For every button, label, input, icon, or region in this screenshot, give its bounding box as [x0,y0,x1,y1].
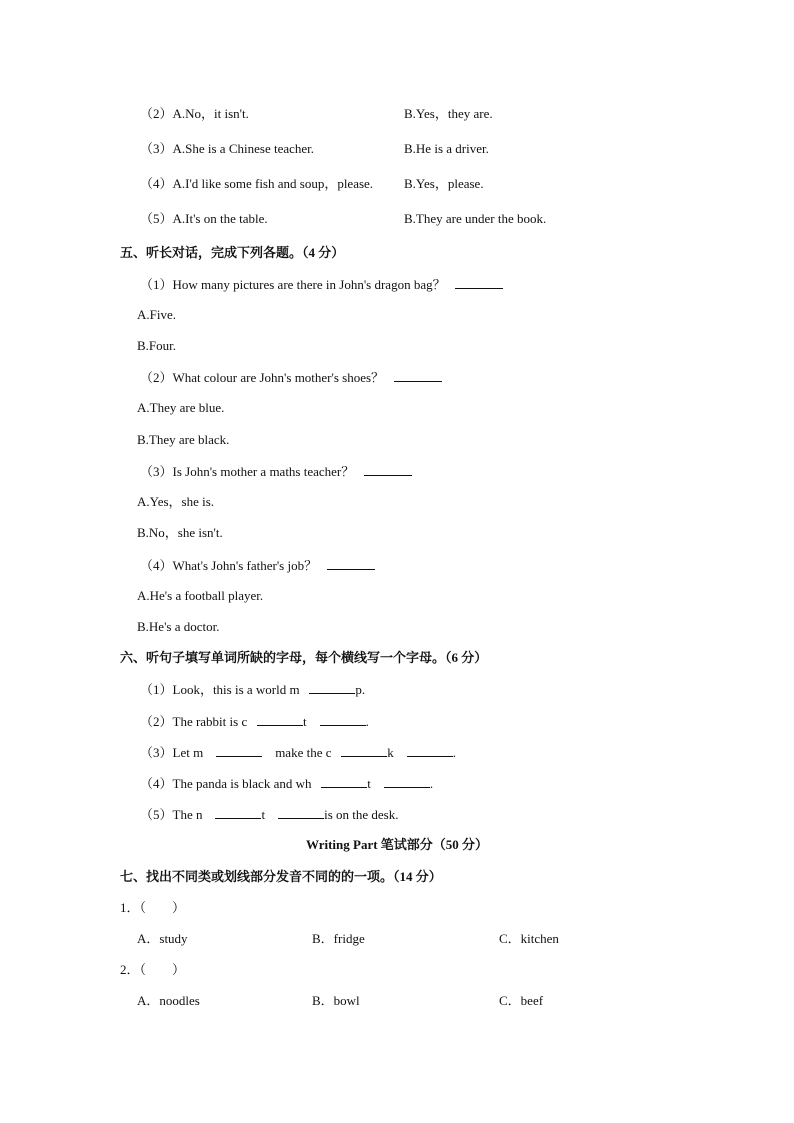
s5-q1-option-a: A.Five. [137,307,176,322]
s6-s3-text: （3）Let m [140,745,204,760]
letter-blank[interactable] [384,775,430,788]
letter-blank[interactable] [321,775,367,788]
s6-s3-mid: make the c [275,745,332,760]
s4-row5-option-b: B.They are under the book. [404,211,547,226]
s6-sentence-4 [140,775,433,792]
s6-s5-end: is on the desk. [324,807,399,822]
s7-question-2-number: 2．（ ） [120,962,186,977]
s7-question-1-number: 1．（ ） [120,900,186,915]
s6-s1-end: p. [355,682,366,697]
s5-q4-option-a: A.He's a football player. [137,588,264,603]
letter-blank[interactable] [341,744,387,757]
section6-heading: 六、听句子填写单词所缺的字母，每个横线写一个字母。（6 分） [120,650,488,665]
s5-question-2 [140,369,442,386]
letter-blank[interactable] [257,713,303,726]
letter-blank[interactable] [278,806,324,819]
s6-s3-mid2: k [387,745,394,760]
s5-q2-option-a: A.They are blue. [137,400,225,415]
s6-s3-end: . [452,745,456,760]
section5-heading: 五、听长对话，完成下列各题。（4 分） [120,245,345,260]
s5-q4-option-b: B.He's a doctor. [137,619,220,634]
s5-question-4 [140,557,375,574]
s6-sentence-1 [140,681,365,698]
s6-sentence-2 [140,713,369,730]
s5-question-1 [140,276,503,293]
s7-q1-option-a[interactable]: A．study [137,931,188,946]
s5-question-3 [140,463,412,480]
s6-s5-mid: t [261,807,266,822]
s5-q1-option-b: B.Four. [137,338,177,353]
s4-row2-option-b: B.Yes，they are. [404,106,493,121]
s5-q2-option-b: B.They are black. [137,432,230,447]
s7-q1-option-c[interactable]: C．kitchen [499,931,559,946]
s4-row3-option-a: （3）A.She is a Chinese teacher. [140,141,315,156]
s6-s2-text: （2）The rabbit is c [140,714,248,729]
letter-blank[interactable] [216,744,262,757]
s6-s2-end: . [365,714,369,729]
s4-row4-option-a: （4）A.I'd like some fish and soup，please. [140,176,374,191]
s6-s5-text: （5）The n [140,807,203,822]
letter-blank[interactable] [407,744,453,757]
answer-blank[interactable] [364,463,412,476]
answer-blank[interactable] [455,276,503,289]
answer-blank[interactable] [327,557,375,570]
s5-q3-option-b: B.No，she isn't. [137,525,223,540]
section7-heading: 七、找出不同类或划线部分发音不同的的一项。（14 分） [120,869,442,884]
s6-s4-mid: t [367,776,371,791]
writing-part-title: Writing Part 笔试部分（50 分） [305,837,489,852]
s4-row4-option-b: B.Yes，please. [404,176,484,191]
s5-q4-text: （4）What's John's father's job？ [140,558,318,573]
s7-q2-option-c[interactable]: C．beef [499,993,544,1008]
s7-q2-option-b[interactable]: B．bowl [312,993,360,1008]
s5-q3-option-a: A.Yes，she is. [137,494,215,509]
s4-row3-option-b: B.He is a driver. [404,141,489,156]
s6-sentence-3 [140,744,456,761]
s6-s4-end: . [429,776,434,791]
s6-s2-mid: t [302,714,307,729]
s6-sentence-5 [140,806,398,823]
s6-s1-text: （1）Look，this is a world m [140,682,300,697]
s7-q1-option-b[interactable]: B．fridge [312,931,365,946]
s7-q2-option-a[interactable]: A．noodles [137,993,200,1008]
s6-s4-text: （4）The panda is black and wh [140,776,312,791]
letter-blank[interactable] [215,806,261,819]
s4-row5-option-a: （5）A.It's on the table. [140,211,268,226]
s5-q1-text: （1）How many pictures are there in John's dragon bag？ [140,277,446,292]
letter-blank[interactable] [309,681,355,694]
answer-blank[interactable] [394,369,442,382]
s5-q2-text: （2）What colour are John's mother's shoes？ [140,370,385,385]
s5-q3-text: （3）Is John's mother a maths teacher？ [140,464,355,479]
s4-row2-option-a: （2）A.No，it isn't. [140,106,249,121]
letter-blank[interactable] [320,713,366,726]
